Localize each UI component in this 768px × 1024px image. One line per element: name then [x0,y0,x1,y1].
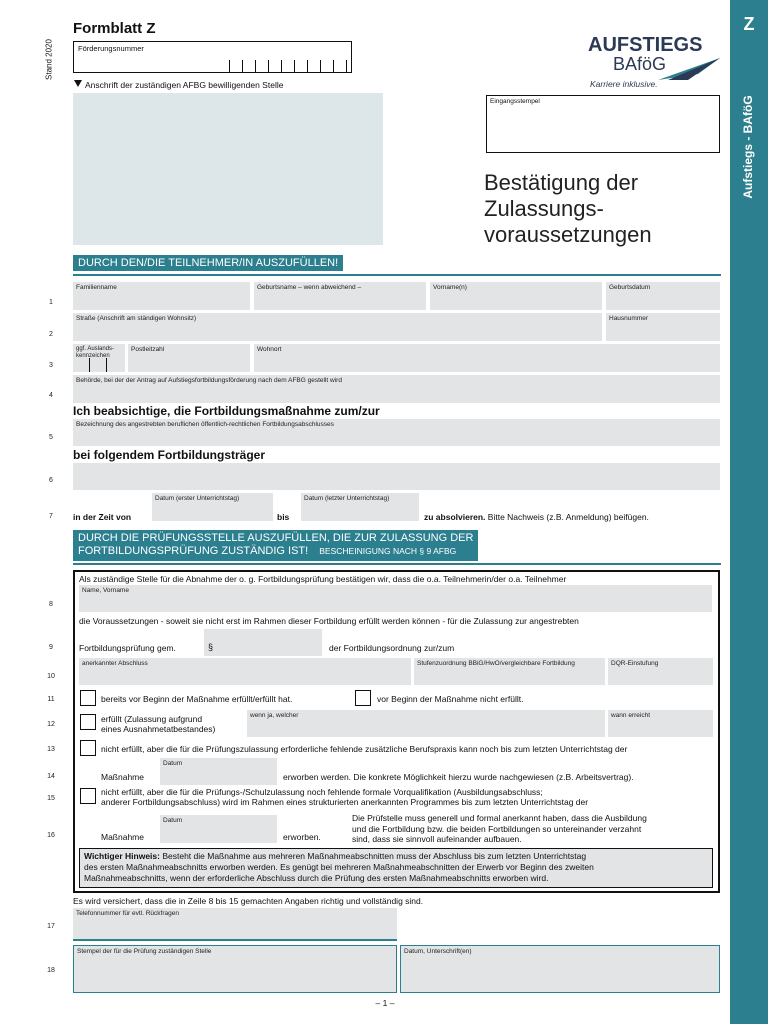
row-number: 6 [49,477,53,484]
logo-line2: BAföG [613,54,667,74]
dqr-label: DQR-Einstufung [611,660,659,667]
berufspraxis-checkbox[interactable] [80,740,96,756]
hinweis-text-1: Besteht die Maßnahme aus mehreren Maßnahmeabschnitten muss der Abschluss bis zum letzten Unterrichtstag [162,851,587,861]
wohnort-label: Wohnort [257,346,282,353]
logo-tagline: Karriere inklusive. [590,79,658,89]
row-number: 7 [49,513,53,520]
row-number: 14 [47,773,55,780]
beabsichtige-text: Ich beabsichtige, die Fortbildungsmaßnahme zum/zur [73,404,380,418]
section2-rule [73,563,721,565]
row-number: 15 [47,795,55,802]
strasse-field[interactable] [73,313,602,341]
foerderungsnummer-field[interactable] [73,41,352,73]
datum-erster-field[interactable] [152,493,273,521]
voraussetzungen-text: die Voraussetzungen - soweit sie nicht erst im Rahmen dieser Fortbildung erfüllt werden können - für die Zulassung zur angestrebten [79,616,579,626]
berufspraxis-text: nicht erfüllt, aber die für die Prüfungszulassung erforderliche fehlende zusätzliche Berufspraxis kann noch bis zum letzten Unterrichtstag der [101,744,628,754]
postleitzahl-field[interactable] [128,344,250,372]
section1-heading: DURCH DEN/DIE TEILNEHMER/IN AUSZUFÜLLEN! [73,255,343,271]
stempel-field[interactable] [73,945,397,993]
foerderungsnummer-ticks [229,60,351,72]
logo-line1: AUFSTIEGS [588,34,703,56]
vorqualifikation-datum-field[interactable] [160,815,277,843]
vor-beginn-checkbox[interactable] [355,690,371,706]
wenn-ja-field[interactable] [247,710,605,737]
datum-erster-label: Datum (erster Unterrichtstag) [155,495,240,502]
postleitzahl-label: Postleitzahl [131,346,165,353]
bezeichnung-label: Bezeichnung des angestrebten beruflichen öffentlich-rechtlichen Fortbildungsabschlusses [76,421,334,428]
pruefstelle-text-line2: und die Fortbildung bzw. die beiden Fortbildungen so untereinander verzahnt [352,823,642,834]
datum-letzter-field[interactable] [301,493,419,521]
behoerde-label: Behörde, bei der der Antrag auf Aufstiegsfortbildungsförderung nach dem AFBG gestellt wird [76,377,342,384]
telefon-label: Telefonnummer für evtl. Rückfragen [76,910,179,917]
name-vorname-label: Name, Vorname [82,587,129,594]
bereits-erfuellt-checkbox[interactable] [80,690,96,706]
row-number: 8 [49,601,53,608]
section2-heading [73,530,478,561]
aufstiegs-bafoeg-logo [588,34,722,92]
fortbildungstraeger-field[interactable] [73,463,720,490]
document-title-line2: Zulassungs- [484,196,604,221]
pruefstelle-text [352,813,647,845]
geburtsname-field[interactable] [254,282,426,310]
pruefung-gem-text: Fortbildungsprüfung gem. [79,643,176,653]
vorqualifikation-datum-label: Datum [163,817,183,824]
document-title-line3: voraussetzungen [484,222,652,247]
section2-heading-small: BESCHEINIGUNG NACH § 9 AFBG [319,546,457,556]
name-vorname-field[interactable] [79,585,712,612]
vorname-field[interactable] [430,282,602,310]
datum-unterschrift-field[interactable] [400,945,720,993]
stufenzuordnung-field[interactable] [414,658,605,685]
wann-erreicht-label: wann erreicht [611,712,651,719]
berufspraxis-datum-label: Datum [163,760,183,767]
stempel-label: Stempel der für die Prüfung zuständigen Stelle [77,948,212,955]
page-number: – 1 – [375,998,395,1008]
section2-heading-line1: DURCH DIE PRÜFUNGSSTELLE AUSZUFÜLLEN, DIE ZUR ZULASSUNG DER [78,532,474,544]
document-title [484,170,652,248]
bereits-erfuellt-text: bereits vor Beginn der Maßnahme erfüllt/erfüllt hat. [101,694,293,704]
massnahme-text-2: Maßnahme [101,832,144,842]
behoerde-field[interactable] [73,375,720,403]
auslandskennzeichen-field[interactable] [73,344,125,372]
row-number: 2 [49,331,53,338]
row-number: 17 [47,923,55,930]
ausnahme-checkbox[interactable] [80,714,96,730]
eingangsstempel-field[interactable] [486,95,720,153]
intro-text: Als zuständige Stelle für die Abnahme der o. g. Fortbildungsprüfung bestätigen wir, dass die o.a. Teilnehmerin/der o.a. Teilnehmer [79,574,567,584]
hausnummer-field[interactable] [606,313,720,341]
zu-absolvieren-rest: Bitte Nachweis (z.B. Anmeldung) beifügen. [487,512,649,522]
wohnort-field[interactable] [254,344,720,372]
row-number: 11 [47,696,55,703]
document-title-line1: Bestätigung der [484,170,639,195]
vorname-label: Vorname(n) [433,284,467,291]
ausnahme-text [101,714,215,734]
erworben-werden-text: erworben werden. Die konkrete Möglichkeit hierzu wurde nachgewiesen (z.B. Arbeitsvertrag). [283,772,634,782]
traeger-text: bei folgendem Fortbildungsträger [73,448,266,462]
triangle-down-icon [74,80,82,87]
pruefstelle-text-line1: Die Prüfstelle muss generell und formal anerkannt haben, dass die Ausbildung [352,813,647,823]
stand-label: Stand 2020 [44,39,54,80]
row-number: 10 [47,673,55,680]
familienname-label: Familienname [76,284,117,291]
paragraph-sign: § [208,642,214,652]
sidebar-band [730,0,768,1024]
in-der-zeit-text: in der Zeit von [73,512,132,522]
berufspraxis-datum-field[interactable] [160,758,277,785]
hinweis-line1 [84,851,708,862]
zu-absolvieren-text [424,512,649,522]
bis-text: bis [277,512,290,522]
wenn-ja-label: wenn ja, welcher [250,712,299,719]
section2-heading-line2 [78,545,473,558]
form-title: Formblatt Z [73,20,156,37]
hinweis-line3: Maßnahmeabschnitts, wenn der erforderliche Abschluss durch die Prüfung des ersten Maßnahmeabschnitts erworben wird. [84,873,549,883]
logo-swoosh-icon [658,54,720,82]
wann-erreicht-field[interactable] [608,710,713,737]
familienname-field[interactable] [73,282,250,310]
anerkannter-abschluss-label: anerkannter Abschluss [82,660,148,667]
vor-beginn-text: vor Beginn der Maßnahme nicht erfüllt. [377,694,524,704]
bezeichnung-field[interactable] [73,419,720,446]
auslandskennzeichen-ticks [89,358,107,372]
section2-heading-main: FORTBILDUNGSPRÜFUNG ZUSTÄNDIG IST! [78,545,309,557]
sidebar-letter: Z [743,14,755,34]
auslandskennzeichen-label: ggf. Auslands-kennzeichen [76,346,115,359]
vorqualifikation-text-line1: nicht erfüllt, aber die für die Prüfungs-/Schulzulassung noch fehlende formale Vorqualifikation (Ausbildungsabschluss; [101,787,543,797]
row-number: 12 [47,721,55,728]
strasse-label: Straße (Anschrift am ständigen Wohnsitz) [76,315,197,322]
row-number: 4 [49,392,53,399]
eingangsstempel-label: Eingangsstempel [490,98,540,105]
vorqualifikation-text-line2: anderer Fortbildungsabschluss) wird im Rahmen eines strukturierten anerkannten Programmes bis zum letzten Unterrichtstag der [101,797,589,807]
paragraph-field[interactable] [204,629,322,656]
row-number: 3 [49,362,53,369]
fortbildungsordnung-text: der Fortbildungsordnung zur/zum [329,643,455,653]
zu-absolvieren-bold: zu absolvieren. [424,512,486,522]
hinweis-bold: Wichtiger Hinweis: [84,851,160,861]
anschrift-field[interactable] [73,93,383,245]
geburtsname-label: Geburtsname – wenn abweichend – [257,284,362,291]
geburtsdatum-label: Geburtsdatum [609,284,651,291]
geburtsdatum-field[interactable] [606,282,720,310]
vorqualifikation-checkbox[interactable] [80,788,96,804]
anerkannter-abschluss-field[interactable] [79,658,411,685]
sidebar-vertical-text: Aufstiegs - BAföG [741,95,755,199]
row-number: 9 [49,644,53,651]
stufenzuordnung-label: Stufenzuordnung BBiG/HwO/vergleichbare Fortbildung [417,660,575,667]
row-number: 5 [49,434,53,441]
datum-unterschrift-label: Datum, Unterschrift(en) [404,948,472,955]
massnahme-text: Maßnahme [101,772,144,782]
row-number: 16 [47,832,55,839]
pruefstelle-text-line3: sind, dass sie sinnvoll aufeinander aufbauen. [352,834,522,844]
telefon-field[interactable] [73,908,397,941]
versichert-text: Es wird versichert, dass die in Zeile 8 bis 15 gemachten Angaben richtig und vollständig sind. [73,896,424,906]
erworben-text: erworben. [283,832,321,842]
row-number: 1 [49,299,53,306]
hausnummer-label: Hausnummer [609,315,649,322]
section1-rule [73,274,721,276]
ausnahme-text-line2: eines Ausnahmetatbestandes) [101,724,216,734]
foerderungsnummer-label: Förderungsnummer [78,44,144,53]
datum-letzter-label: Datum (letzter Unterrichtstag) [304,495,390,502]
dqr-field[interactable] [608,658,713,685]
vorqualifikation-text [101,787,588,807]
wichtiger-hinweis-box [79,848,713,888]
ausnahme-text-line1: erfüllt (Zulassung aufgrund [101,714,203,724]
hinweis-line2: des ersten Maßnahmeabschnitts erworben werden. Es genügt bei mehreren Maßnahmeabschnitten der Erwerb vor Beginn des zweiten [84,862,594,872]
anschrift-label: Anschrift der zuständigen AFBG bewilligenden Stelle [85,80,284,90]
row-number: 13 [47,746,55,753]
row-number: 18 [47,967,55,974]
